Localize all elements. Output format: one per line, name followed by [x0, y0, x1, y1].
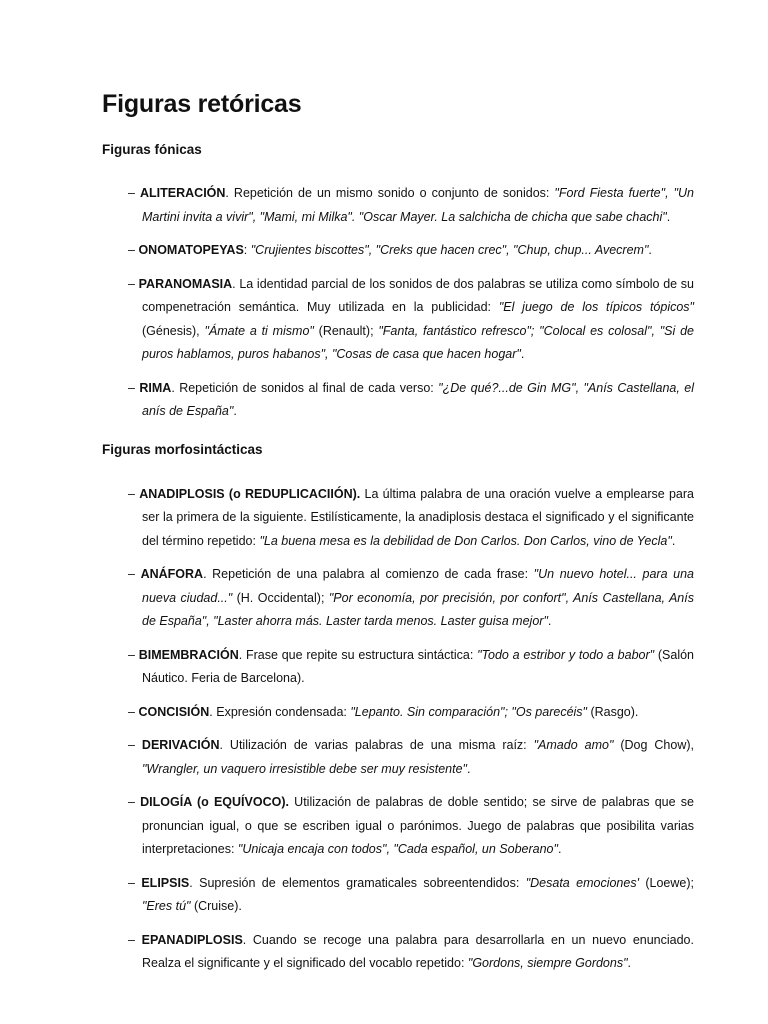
entry-text: . — [233, 404, 237, 418]
entry-term: PARANOMASIA — [138, 276, 233, 291]
entry-elipsis — [128, 872, 694, 919]
entry-term: BIMEMBRACIÓN — [138, 647, 239, 662]
entry-example: "Por economía, por precisión, por confort", Anís Castellana, Anís de España", "Laster ahorra más. Laster tarda menos. Laster guisa mejor" — [142, 590, 694, 628]
entry-dash: – — [128, 380, 140, 395]
entry-definition: . Frase que repite su estructura sintáctica: — [238, 647, 478, 662]
entry-text: . — [520, 347, 525, 361]
entry-text: (Salón Náutico. Feria de Barcelona). — [142, 647, 695, 685]
entry-example: "Crujientes biscottes", "Creks que hacen crec", "Chup, chup... Avecrem" — [250, 243, 649, 257]
entry-epanadiplosis — [128, 929, 694, 976]
entry-term: RIMA — [139, 380, 172, 395]
entry-anafora — [128, 563, 694, 634]
entry-text: . — [627, 956, 632, 970]
entry-example: "Todo a estribor y todo a babor" — [477, 647, 655, 662]
entry-example: "¿De qué?...de Gin MG", "Anís Castellana, el anís de España" — [142, 380, 694, 418]
entry-text: . — [467, 761, 471, 776]
entry-term: ANADIPLOSIS (o REDUPLICACIIÓN). — [139, 486, 361, 501]
entry-dash: – — [128, 795, 141, 809]
entry-text: (Dog Chow), — [613, 738, 694, 752]
entry-derivacion — [128, 734, 694, 781]
section-list-fonicas — [102, 182, 694, 424]
entry-term: ALITERACIÓN — [140, 186, 226, 200]
entry-onomatopeyas — [128, 239, 694, 263]
entry-text: . — [671, 533, 676, 548]
entry-definition: . Repetición de sonidos al final de cada verso: — [171, 380, 439, 395]
entry-definition: . Expresión condensada: — [209, 704, 351, 719]
entry-definition: . Repetición de una palabra al comienzo de cada frase: — [203, 567, 534, 581]
entry-rima — [128, 377, 694, 424]
entry-definition: Utilización de palabras de doble sentido; se sirve de palabras que se pronuncian igual, o que se escriben igual o parónimos. Juego de palabras que posibilita varias interpretaciones: — [142, 795, 694, 856]
entry-dash: – — [128, 486, 140, 501]
entry-term: EPANADIPLOSIS — [141, 932, 243, 947]
entry-dash: – — [128, 932, 142, 947]
entry-example: "Ámate a ti mismo" — [204, 323, 314, 338]
entry-text: (Rasgo). — [586, 704, 639, 719]
section-heading-morfosintacticas: Figuras morfosintácticas — [102, 441, 263, 457]
entry-text: (Cruise). — [190, 899, 242, 913]
entry-dilogia — [128, 791, 694, 862]
entry-example: "Amado amo" — [533, 738, 614, 752]
entry-dash: – — [128, 567, 141, 581]
entry-dash: – — [128, 647, 139, 662]
entry-dash: – — [128, 704, 139, 719]
entry-example: "Wrangler, un vaquero irresistible debe ser muy resistente" — [142, 761, 467, 776]
entry-definition: . Supresión de elementos gramaticales sobreentendidos: — [189, 875, 526, 890]
entry-definition: . La identidad parcial de los sonidos de dos palabras se utiliza como símbolo de su compenetración semántica. Muy utilizada en la publicidad: — [142, 276, 694, 314]
section-list-morfosintacticas — [102, 483, 694, 976]
entry-text: (H. Occidental); — [232, 590, 329, 605]
entry-term: ONOMATOPEYAS — [138, 243, 244, 257]
section-heading-fonicas: Figuras fónicas — [102, 142, 202, 157]
entry-example: "Unicaja encaja con todos", "Cada español, un Soberano" — [237, 842, 558, 856]
entry-term: DILOGÍA (o EQUÍVOCO). — [140, 795, 289, 809]
entry-example: "Lepanto. Sin comparación"; "Os parecéis" — [350, 704, 587, 719]
entry-text: (Renault); — [313, 323, 379, 338]
entry-text: . — [666, 209, 671, 224]
entry-example: "Eres tú" — [142, 899, 191, 913]
entry-definition: : — [243, 243, 251, 257]
entry-example: "Fanta, fantástico refresco"; "Colocal es colosal", "Si de puros hablamos, puros habanos", "Cosas de casa que hacen hogar" — [142, 323, 694, 361]
entry-text: (Loewe); — [638, 875, 694, 890]
entry-concision — [128, 701, 694, 725]
entry-dash: – — [128, 738, 142, 752]
entry-paranomasia — [128, 273, 694, 367]
entry-anadiplosis — [128, 483, 694, 554]
entry-term: CONCISIÓN — [138, 704, 210, 719]
entry-dash: – — [128, 243, 139, 257]
entry-term: DERIVACIÓN — [141, 738, 220, 752]
document-title: Figuras retóricas — [102, 90, 302, 118]
entry-dash: – — [128, 276, 139, 291]
entry-term: ANÁFORA — [140, 567, 204, 581]
entry-example: "Desata emociones' — [525, 875, 639, 890]
entry-text: . — [648, 243, 652, 257]
entry-definition: La última palabra de una oración vuelve a emplearse para ser la primera de la siguiente. Estilísticamente, la anadiplosis destaca el significado y el significante del término repetido: — [142, 486, 694, 548]
entry-example: "La buena mesa es la debilidad de Don Carlos. Don Carlos, vino de Yecla" — [259, 533, 672, 548]
entry-example: "El juego de los típicos tópicos" — [498, 300, 694, 314]
entry-example: "Un nuevo hotel... para una nueva ciudad..." — [142, 567, 694, 605]
entry-bimembracion — [128, 644, 694, 691]
entry-example: "Ford Fiesta fuerte", "Un Martini invita a vivir", "Mami, mi Milka". "Oscar Mayer. La salchicha de chicha que sabe chachi" — [142, 186, 694, 224]
entry-text: . — [547, 614, 552, 628]
entry-text: (Génesis), — [142, 323, 205, 338]
entry-text: . — [557, 842, 562, 856]
entry-dash: – — [128, 875, 142, 890]
entry-dash: – — [128, 186, 140, 200]
entry-term: ELIPSIS — [141, 875, 190, 890]
entry-aliteracion — [128, 182, 694, 229]
entry-definition: . Cuando se recoge una palabra para desarrollarla en un nuevo enunciado. Realza el significante y el significado del vocablo repetido: — [142, 932, 694, 970]
entry-definition: . Utilización de varias palabras de una misma raíz: — [219, 738, 534, 752]
entry-example: "Gordons, siempre Gordons" — [467, 956, 628, 970]
entry-definition: . Repetición de un mismo sonido o conjunto de sonidos: — [225, 186, 555, 200]
